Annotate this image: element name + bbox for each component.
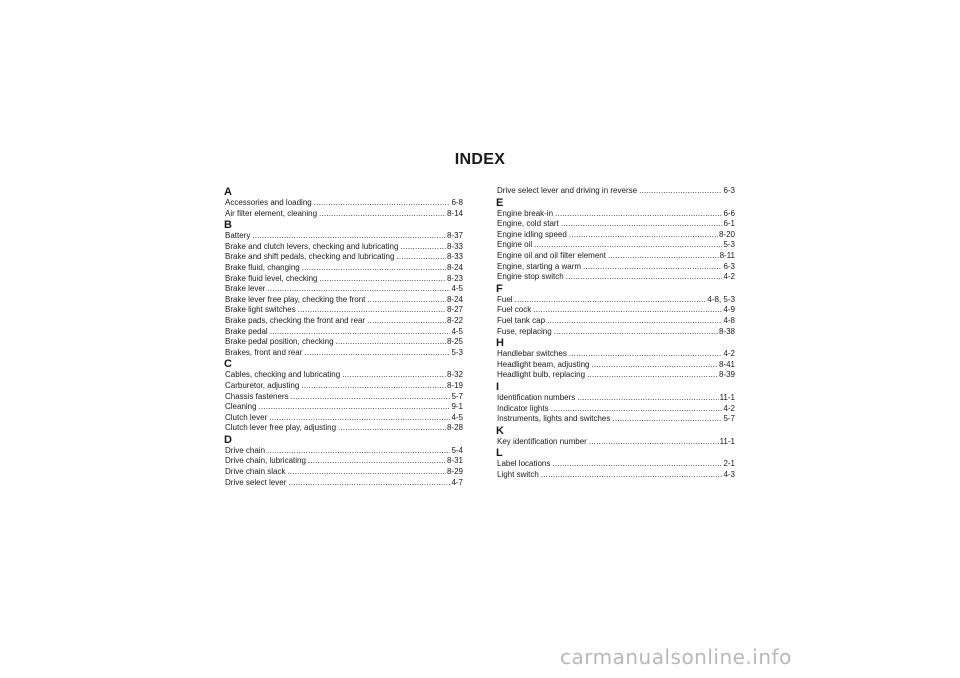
dot-leader <box>555 209 722 220</box>
entry-text: Engine, cold start <box>497 219 559 229</box>
entry-text: Identification numbers <box>497 392 576 402</box>
entry-page: 8-29 <box>446 467 463 477</box>
index-entry <box>225 392 463 403</box>
dot-leader <box>551 404 723 415</box>
index-entry <box>497 404 735 415</box>
dot-leader <box>367 295 446 306</box>
entry-page: 4-5 <box>451 284 463 294</box>
dot-leader <box>569 230 718 241</box>
index-entry <box>497 393 735 404</box>
entry-page: 4-2 <box>723 403 735 413</box>
entry-text: Light switch <box>497 469 539 479</box>
dot-leader <box>515 295 707 306</box>
dot-leader <box>566 272 723 283</box>
index-entry <box>497 209 735 220</box>
index-entry <box>225 274 463 285</box>
dot-leader <box>608 251 719 262</box>
entry-text: Headlight bulb, replacing <box>497 370 586 380</box>
entry-page: 6-3 <box>723 186 735 195</box>
index-entry <box>497 262 735 273</box>
entry-page: 5-3 <box>451 347 463 357</box>
entry-page: 6-1 <box>723 219 735 229</box>
entry-text: Engine oil and oil filter element <box>497 250 606 260</box>
dot-leader <box>336 337 446 348</box>
index-entry <box>225 423 463 434</box>
page-title: INDEX <box>454 151 506 168</box>
entry-page: 8-41 <box>718 359 735 369</box>
index-entry <box>225 413 463 424</box>
index-entry <box>225 337 463 348</box>
entry-page: 8-38 <box>718 326 735 336</box>
entry-text: Brake and shift pedals, checking and lubricating <box>225 252 395 262</box>
entry-page: 8-33 <box>446 252 463 262</box>
entry-text: Brake light switches <box>225 305 296 315</box>
entry-page: 8-28 <box>446 423 463 433</box>
entry-page: 2-1 <box>723 459 735 469</box>
entry-text: Drive select lever <box>225 477 287 487</box>
entry-text: Drive chain <box>225 445 266 455</box>
entry-text: Battery <box>225 231 251 241</box>
dot-leader <box>269 413 450 424</box>
entry-text: Key identification number <box>497 436 587 446</box>
dot-leader <box>287 467 446 478</box>
index-entry <box>497 370 735 381</box>
dot-leader <box>569 349 723 360</box>
section-letter: E <box>496 196 504 209</box>
entry-text: Fuel <box>497 294 513 304</box>
entry-text: Brake fluid level, checking <box>225 273 318 283</box>
index-entry <box>225 295 463 306</box>
entry-text: Engine break-in <box>497 208 554 218</box>
index-entry <box>497 305 735 316</box>
entry-page: 8-11 <box>719 250 735 260</box>
dot-leader <box>342 370 446 381</box>
entry-text: Air filter element, cleaning <box>225 208 318 218</box>
index-entry <box>225 327 463 338</box>
entry-text: Brake pedal <box>225 326 268 336</box>
entry-page: 8-33 <box>446 241 463 251</box>
entry-text: Engine stop switch <box>497 272 564 282</box>
index-entry <box>225 478 463 489</box>
dot-leader <box>270 327 451 338</box>
index-entry <box>225 242 463 253</box>
entry-text: Brakes, front and rear <box>225 347 303 357</box>
entry-text: Indicator lights <box>497 403 549 413</box>
entry-page: 8-19 <box>446 380 463 390</box>
entry-text: Clutch lever free play, adjusting <box>225 423 337 433</box>
dot-leader <box>577 393 718 404</box>
entry-text: Accessories and loading <box>225 198 312 207</box>
entry-page: 8-27 <box>446 305 463 315</box>
entry-page: 4-5 <box>451 412 463 422</box>
index-entry <box>497 219 735 230</box>
entry-text: Drive select lever and driving in reverse <box>497 186 638 195</box>
dot-leader <box>400 242 446 253</box>
entry-page: 8-39 <box>718 370 735 380</box>
dot-leader <box>338 423 446 434</box>
index-entry <box>497 272 735 283</box>
dot-leader <box>547 316 722 327</box>
entry-text: Drive chain slack <box>225 467 286 477</box>
section-letter: H <box>496 337 504 350</box>
index-entry <box>225 446 463 457</box>
dot-leader <box>291 392 451 403</box>
index-entry <box>497 470 735 481</box>
dot-leader <box>589 437 719 448</box>
index-entry <box>225 231 463 242</box>
entry-page: 6-6 <box>723 208 735 218</box>
index-entry <box>497 349 735 360</box>
index-entry <box>497 414 735 425</box>
entry-text: Engine idling speed <box>497 229 567 239</box>
entry-page: 4-2 <box>723 349 735 359</box>
entry-text: Handlebar switches <box>497 349 567 359</box>
entry-page: 11-1 <box>719 436 735 446</box>
dot-leader <box>541 470 723 481</box>
entry-text: Brake fluid, changing <box>225 262 300 272</box>
entry-text: Instruments, lights and switches <box>497 414 611 424</box>
entry-page: 8-25 <box>446 337 463 347</box>
index-entry <box>497 295 735 306</box>
entry-page: 5-7 <box>723 414 735 424</box>
entry-text: Carburetor, adjusting <box>225 380 300 390</box>
dot-leader <box>552 459 722 470</box>
index-entry <box>497 230 735 241</box>
dot-leader <box>639 186 722 197</box>
entry-text: Label locations <box>497 459 551 469</box>
entry-page: 4-8 <box>723 315 735 325</box>
entry-page: 8-24 <box>446 294 463 304</box>
entry-page: 8-24 <box>446 262 463 272</box>
dot-leader <box>367 316 446 327</box>
dot-leader <box>587 370 718 381</box>
dot-leader <box>302 263 446 274</box>
dot-leader <box>592 360 718 371</box>
entry-page: 8-20 <box>718 229 735 239</box>
index-entry <box>497 437 735 448</box>
index-entry <box>225 252 463 263</box>
section-letter: A <box>224 186 232 198</box>
dot-leader <box>319 209 446 220</box>
index-entry <box>225 467 463 478</box>
index-entry <box>225 209 463 220</box>
section-letter: B <box>224 219 232 232</box>
dot-leader <box>320 274 446 285</box>
entry-page: 11-1 <box>719 392 735 402</box>
dot-leader <box>301 381 446 392</box>
index-entry <box>497 316 735 327</box>
entry-page: 4-3 <box>723 469 735 479</box>
entry-page: 8-23 <box>446 273 463 283</box>
index-entry <box>225 284 463 295</box>
index-entry <box>497 186 735 197</box>
dot-leader <box>533 305 722 316</box>
dot-leader <box>534 240 722 251</box>
entry-text: Cleaning <box>225 402 257 412</box>
entry-page: 5-4 <box>451 445 463 455</box>
entry-text: Brake lever free play, checking the front <box>225 294 366 304</box>
entry-text: Fuel cock <box>497 305 532 315</box>
dot-leader <box>561 219 723 230</box>
index-entry <box>225 198 463 209</box>
dot-leader <box>396 252 446 263</box>
entry-text: Brake pedal position, checking <box>225 337 334 347</box>
entry-page: 4-5 <box>451 326 463 336</box>
index-entry <box>497 459 735 470</box>
dot-leader <box>267 284 450 295</box>
entry-text: Brake and clutch levers, checking and lubricating <box>225 241 399 251</box>
dot-leader <box>288 478 450 489</box>
index-entry <box>497 240 735 251</box>
index-entry <box>225 305 463 316</box>
index-entry <box>497 327 735 338</box>
dot-leader <box>583 262 722 273</box>
entry-text: Drive chain, lubricating <box>225 456 306 466</box>
entry-page: 5-7 <box>451 391 463 401</box>
index-column-left <box>225 186 463 488</box>
entry-page: 4-2 <box>723 272 735 282</box>
entry-text: Fuse, replacing <box>497 326 552 336</box>
dot-leader <box>314 198 451 209</box>
entry-page: 6-8 <box>451 198 463 207</box>
section-letter: D <box>224 433 232 446</box>
dot-leader <box>259 402 451 413</box>
entry-text: Cables, checking and lubricating <box>225 370 341 380</box>
index-column-right <box>497 186 735 480</box>
entry-text: Clutch lever <box>225 412 268 422</box>
index-entry <box>497 360 735 371</box>
section-letter: L <box>496 447 503 460</box>
entry-text: Headlight beam, adjusting <box>497 359 590 369</box>
entry-text: Brake lever <box>225 284 266 294</box>
dot-leader <box>298 305 446 316</box>
index-entry <box>225 348 463 359</box>
section-letter: F <box>496 282 503 295</box>
index-entry <box>225 381 463 392</box>
entry-page: 8-37 <box>446 231 463 241</box>
dot-leader <box>267 446 450 457</box>
section-letter: C <box>224 358 232 371</box>
section-letter: K <box>496 424 504 437</box>
entry-page: 4-8, 5-3 <box>707 294 735 304</box>
entry-page: 4-9 <box>723 305 735 315</box>
entry-page: 8-22 <box>446 315 463 325</box>
index-entry <box>225 456 463 467</box>
entry-page: 4-7 <box>451 477 463 487</box>
dot-leader <box>612 414 722 425</box>
dot-leader <box>252 231 446 242</box>
entry-page: 9-1 <box>451 402 463 412</box>
dot-leader <box>308 456 446 467</box>
entry-text: Brake pads, checking the front and rear <box>225 315 366 325</box>
watermark: carmanualsonline.info <box>560 645 792 669</box>
index-entry <box>497 251 735 262</box>
entry-text: Chassis fasteners <box>225 391 289 401</box>
index-entry <box>225 316 463 327</box>
index-entry <box>225 263 463 274</box>
section-letter: I <box>496 380 500 393</box>
entry-page: 8-31 <box>446 456 463 466</box>
dot-leader <box>304 348 450 359</box>
index-entry <box>225 402 463 413</box>
entry-page: 6-3 <box>723 261 735 271</box>
entry-text: Engine, starting a warm <box>497 261 582 271</box>
entry-text: Fuel tank cap <box>497 315 546 325</box>
entry-text: Engine oil <box>497 240 533 250</box>
entry-page: 8-32 <box>446 370 463 380</box>
entry-page: 8-14 <box>446 208 463 218</box>
dot-leader <box>554 327 718 338</box>
index-entry <box>225 370 463 381</box>
entry-page: 5-3 <box>723 240 735 250</box>
